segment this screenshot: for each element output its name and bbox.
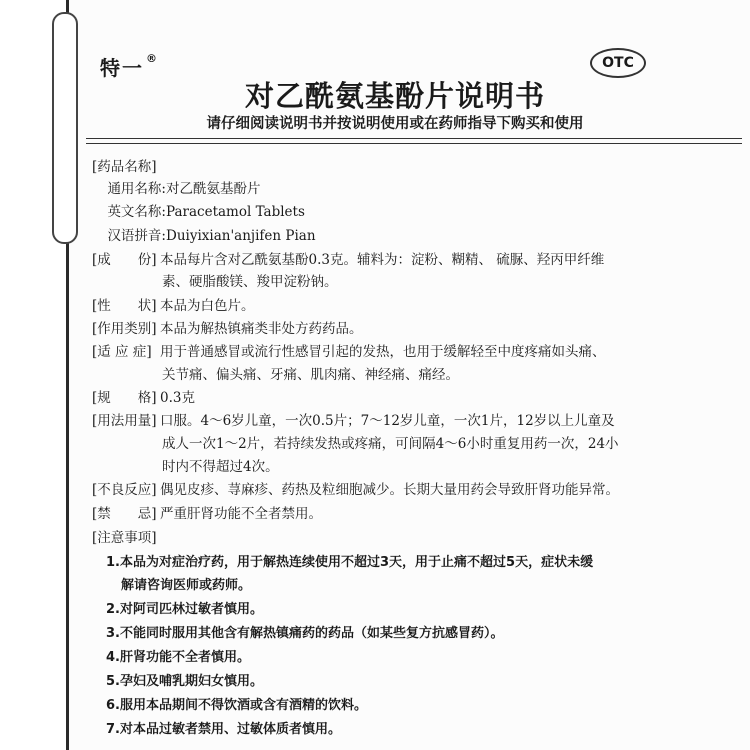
pinyin-name-value: Duiyixian'anjifen Pian xyxy=(166,228,316,244)
category-label: [作用类别] xyxy=(92,321,157,337)
composition-text-1: 本品每片含对乙酰氨基酚0.3克。辅料为：淀粉、糊精、 硫脲、羟丙甲纤维 xyxy=(160,252,605,268)
adverse-text: 偶见皮疹、荨麻疹、药热及粒细胞减少。长期大量用药会导致肝肾功能异常。 xyxy=(160,482,619,498)
notes-item-2: 2.对阿司匹林过敏者慎用。 xyxy=(106,602,263,617)
divider-bottom xyxy=(86,143,742,144)
english-name-value: Paracetamol Tablets xyxy=(166,204,305,220)
notes-item-3: 3.不能同时服用其他含有解热镇痛药的药品（如某些复方抗感冒药）。 xyxy=(106,626,504,641)
spec-row xyxy=(92,386,195,406)
indications-text-1: 用于普通感冒或流行性感冒引起的发热，也用于缓解轻至中度疼痛如头痛、 xyxy=(160,344,606,360)
notes-item-1: 1.本品为对症治疗药，用于解热连续使用不超过3天，用于止痛不超过5天，症状未缓 xyxy=(106,555,594,570)
composition-text-2: 素、硬脂酸镁、羧甲淀粉钠。 xyxy=(162,274,338,290)
contraindications-row xyxy=(92,502,322,522)
contraindications-label: [禁 忌] xyxy=(92,506,157,522)
page-title: 对乙酰氨基酚片说明书 xyxy=(244,79,545,113)
category-row xyxy=(92,317,363,337)
composition-row xyxy=(92,248,604,268)
section-heading-drug-name: [药品名称] xyxy=(92,159,157,175)
category-text: 本品为解热镇痛类非处方药药品。 xyxy=(160,321,363,337)
section-heading-notes: [注意事项] xyxy=(92,530,157,546)
registered-mark: ® xyxy=(146,52,159,65)
notes-item-1-cont: 解请咨询医师或药师。 xyxy=(121,578,252,593)
indications-text-2: 关节痛、偏头痛、牙痛、肌肉痛、神经痛、痛经。 xyxy=(162,367,459,383)
indications-label: [适 应 症] xyxy=(92,344,152,360)
dosage-row xyxy=(92,409,615,429)
dosage-text-1: 口服。4～6岁儿童，一次0.5片；7～12岁儿童，一次1片，12岁以上儿童及 xyxy=(160,413,615,429)
notes-item-6: 6.服用本品期间不得饮酒或含有酒精的饮料。 xyxy=(106,698,367,713)
properties-row xyxy=(92,294,255,314)
divider-top xyxy=(86,138,742,139)
properties-label: [性 状] xyxy=(92,298,157,314)
generic-name-label: 通用名称: xyxy=(107,181,166,197)
otc-badge: OTC xyxy=(590,48,646,78)
pinyin-name-label: 汉语拼音: xyxy=(107,228,166,244)
spec-label: [规 格] xyxy=(92,390,157,406)
generic-name-value: 对乙酰氨基酚片 xyxy=(166,181,261,197)
page-subtitle: 请仔细阅读说明书并按说明使用或在药师指导下购买和使用 xyxy=(206,116,584,132)
adverse-label: [不良反应] xyxy=(92,482,157,498)
spec-text: 0.3克 xyxy=(160,390,195,406)
generic-name-row xyxy=(92,177,261,197)
notes-item-7: 7.对本品过敏者禁用、过敏体质者慎用。 xyxy=(106,722,341,737)
notes-item-5: 5.孕妇及哺乳期妇女慎用。 xyxy=(106,674,263,689)
pinyin-name-row xyxy=(92,224,316,244)
dosage-text-2: 成人一次1～2片，若持续发热或疼痛，可间隔4～6小时重复用药一次，24小 xyxy=(162,436,619,452)
properties-text: 本品为白色片。 xyxy=(160,298,255,314)
english-name-label: 英文名称: xyxy=(107,204,166,220)
english-name-row xyxy=(92,200,305,220)
adverse-row xyxy=(92,478,619,498)
composition-label: [成 份] xyxy=(92,252,157,268)
notes-item-4: 4.肝肾功能不全者慎用。 xyxy=(106,650,250,665)
dosage-text-3: 时内不得超过4次。 xyxy=(162,459,279,475)
brand-text: 特一 xyxy=(100,56,144,80)
indications-row xyxy=(92,340,606,360)
dosage-label: [用法用量] xyxy=(92,413,157,429)
contraindications-text: 严重肝肾功能不全者禁用。 xyxy=(160,506,322,522)
